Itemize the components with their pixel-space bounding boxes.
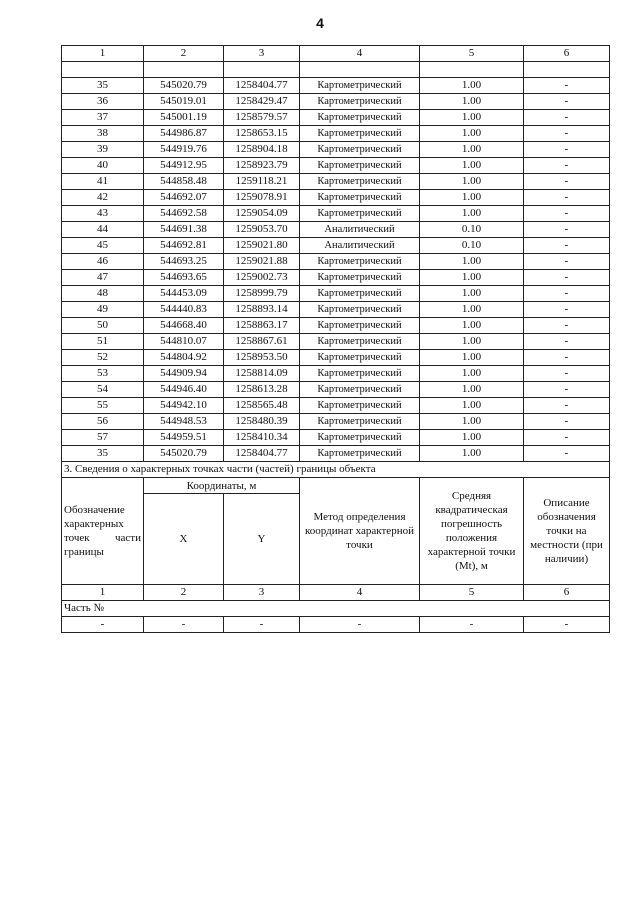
- method-cell: Картометрический: [300, 430, 420, 446]
- x-coordinate-cell: 544858.48: [144, 174, 224, 190]
- point-number-cell: 45: [62, 238, 144, 254]
- coords-header: Координаты, м: [144, 478, 300, 494]
- accuracy-cell: 1.00: [420, 398, 524, 414]
- table-row: [62, 398, 610, 414]
- s3-col-4: 4: [300, 585, 420, 601]
- method-cell: Картометрический: [300, 174, 420, 190]
- description-cell: -: [524, 318, 610, 334]
- accuracy-cell: 1.00: [420, 158, 524, 174]
- y-coordinate-cell: 1258953.50: [224, 350, 300, 366]
- empty-cell: -: [224, 617, 300, 633]
- point-number-cell: 38: [62, 126, 144, 142]
- empty-cell: -: [420, 617, 524, 633]
- x-coordinate-cell: 544919.76: [144, 142, 224, 158]
- x-coordinate-cell: 544804.92: [144, 350, 224, 366]
- method-cell: Картометрический: [300, 206, 420, 222]
- method-cell: Картометрический: [300, 286, 420, 302]
- s3-col-6: 6: [524, 585, 610, 601]
- accuracy-cell: 1.00: [420, 414, 524, 430]
- x-coordinate-cell: 544986.87: [144, 126, 224, 142]
- accuracy-header: Средняя квадратическая погрешность положения характерной точки (Мt), м: [420, 478, 524, 585]
- description-cell: -: [524, 190, 610, 206]
- s3-col-1: 1: [62, 585, 144, 601]
- accuracy-cell: 1.00: [420, 382, 524, 398]
- point-number-cell: 35: [62, 78, 144, 94]
- table-row: [62, 78, 610, 94]
- x-coordinate-cell: 544692.58: [144, 206, 224, 222]
- method-cell: Картометрический: [300, 254, 420, 270]
- accuracy-cell: 1.00: [420, 206, 524, 222]
- empty-cell: -: [62, 617, 144, 633]
- y-coordinate-cell: 1258480.39: [224, 414, 300, 430]
- description-cell: -: [524, 286, 610, 302]
- description-cell: -: [524, 222, 610, 238]
- part-label: Часть №: [62, 601, 610, 617]
- y-coordinate-cell: 1258404.77: [224, 446, 300, 462]
- point-number-cell: 42: [62, 190, 144, 206]
- method-cell: Картометрический: [300, 142, 420, 158]
- page-number: 4: [316, 15, 324, 31]
- method-cell: Картометрический: [300, 446, 420, 462]
- accuracy-cell: 1.00: [420, 110, 524, 126]
- description-cell: -: [524, 350, 610, 366]
- method-cell: Картометрический: [300, 78, 420, 94]
- header-col-6: 6: [524, 46, 610, 62]
- description-cell: -: [524, 126, 610, 142]
- accuracy-cell: 1.00: [420, 174, 524, 190]
- point-number-cell: 49: [62, 302, 144, 318]
- method-cell: Аналитический: [300, 238, 420, 254]
- point-number-cell: 37: [62, 110, 144, 126]
- method-cell: Аналитический: [300, 222, 420, 238]
- point-number-cell: 51: [62, 334, 144, 350]
- header-col-1: 1: [62, 46, 144, 62]
- table-row: [62, 302, 610, 318]
- description-cell: -: [524, 206, 610, 222]
- table-row: [62, 270, 610, 286]
- y-coordinate-cell: 1258404.77: [224, 78, 300, 94]
- description-cell: -: [524, 270, 610, 286]
- accuracy-cell: 1.00: [420, 270, 524, 286]
- method-cell: Картометрический: [300, 190, 420, 206]
- table-row: [62, 222, 610, 238]
- x-coordinate-cell: 544912.95: [144, 158, 224, 174]
- accuracy-cell: 1.00: [420, 254, 524, 270]
- section3-title: 3. Сведения о характерных точках части (частей) границы объекта: [62, 462, 610, 478]
- accuracy-cell: 0.10: [420, 238, 524, 254]
- y-coordinate-cell: 1258613.28: [224, 382, 300, 398]
- s3-col-5: 5: [420, 585, 524, 601]
- point-number-cell: 55: [62, 398, 144, 414]
- description-cell: -: [524, 110, 610, 126]
- point-number-cell: 54: [62, 382, 144, 398]
- table-row: [62, 318, 610, 334]
- description-cell: -: [524, 334, 610, 350]
- description-cell: -: [524, 94, 610, 110]
- accuracy-cell: 1.00: [420, 78, 524, 94]
- part-empty-row: [62, 617, 610, 633]
- table-row: [62, 414, 610, 430]
- accuracy-cell: 1.00: [420, 190, 524, 206]
- y-coordinate-cell: 1258893.14: [224, 302, 300, 318]
- method-cell: Картометрический: [300, 158, 420, 174]
- point-number-cell: 57: [62, 430, 144, 446]
- x-coordinate-cell: 544692.07: [144, 190, 224, 206]
- method-cell: Картометрический: [300, 126, 420, 142]
- table-row: [62, 286, 610, 302]
- method-cell: Картометрический: [300, 318, 420, 334]
- table-row: [62, 158, 610, 174]
- point-number-cell: 56: [62, 414, 144, 430]
- table-row: [62, 350, 610, 366]
- y-coordinate-cell: 1258579.57: [224, 110, 300, 126]
- accuracy-cell: 1.00: [420, 286, 524, 302]
- accuracy-cell: 1.00: [420, 334, 524, 350]
- method-cell: Картометрический: [300, 94, 420, 110]
- coordinates-table: [61, 45, 610, 633]
- point-number-cell: 48: [62, 286, 144, 302]
- x-coordinate-cell: 544942.10: [144, 398, 224, 414]
- x-coordinate-cell: 544453.09: [144, 286, 224, 302]
- accuracy-cell: 1.00: [420, 302, 524, 318]
- point-number-cell: 50: [62, 318, 144, 334]
- y-coordinate-cell: 1258814.09: [224, 366, 300, 382]
- x-coordinate-cell: 544693.65: [144, 270, 224, 286]
- y-coordinate-cell: 1259118.21: [224, 174, 300, 190]
- x-coordinate-cell: 544959.51: [144, 430, 224, 446]
- x-coordinate-cell: 544668.40: [144, 318, 224, 334]
- accuracy-cell: 1.00: [420, 142, 524, 158]
- accuracy-cell: 1.00: [420, 446, 524, 462]
- x-coordinate-cell: 544810.07: [144, 334, 224, 350]
- table-row: [62, 254, 610, 270]
- accuracy-cell: 1.00: [420, 126, 524, 142]
- y-coordinate-cell: 1258999.79: [224, 286, 300, 302]
- description-header: Описание обозначения точки на местности (при наличии): [524, 478, 610, 585]
- point-number-cell: 53: [62, 366, 144, 382]
- description-cell: -: [524, 446, 610, 462]
- y-header: Y: [224, 494, 300, 585]
- empty-cell: -: [524, 617, 610, 633]
- x-coordinate-cell: 545001.19: [144, 110, 224, 126]
- point-number-cell: 52: [62, 350, 144, 366]
- description-cell: -: [524, 302, 610, 318]
- y-coordinate-cell: 1259078.91: [224, 190, 300, 206]
- method-cell: Картометрический: [300, 110, 420, 126]
- s3-col-3: 3: [224, 585, 300, 601]
- method-cell: Картометрический: [300, 366, 420, 382]
- accuracy-cell: 1.00: [420, 366, 524, 382]
- x-coordinate-cell: 545020.79: [144, 446, 224, 462]
- table-row: [62, 334, 610, 350]
- x-coordinate-cell: 544691.38: [144, 222, 224, 238]
- point-number-cell: 44: [62, 222, 144, 238]
- accuracy-cell: 1.00: [420, 318, 524, 334]
- y-coordinate-cell: 1258429.47: [224, 94, 300, 110]
- x-coordinate-cell: 544693.25: [144, 254, 224, 270]
- x-coordinate-cell: 545019.01: [144, 94, 224, 110]
- x-header: X: [144, 494, 224, 585]
- header-col-2: 2: [144, 46, 224, 62]
- designation-header: Обозначение характерных точек части границы: [62, 478, 144, 585]
- table-row: [62, 110, 610, 126]
- point-number-cell: 40: [62, 158, 144, 174]
- accuracy-cell: 1.00: [420, 350, 524, 366]
- point-number-cell: 46: [62, 254, 144, 270]
- table-row: [62, 206, 610, 222]
- point-number-cell: 43: [62, 206, 144, 222]
- header-col-5: 5: [420, 46, 524, 62]
- description-cell: -: [524, 174, 610, 190]
- table-row: [62, 446, 610, 462]
- y-coordinate-cell: 1259002.73: [224, 270, 300, 286]
- description-cell: -: [524, 78, 610, 94]
- accuracy-cell: 1.00: [420, 94, 524, 110]
- description-cell: -: [524, 158, 610, 174]
- x-coordinate-cell: 544948.53: [144, 414, 224, 430]
- description-cell: -: [524, 414, 610, 430]
- y-coordinate-cell: 1259021.88: [224, 254, 300, 270]
- x-coordinate-cell: 544909.94: [144, 366, 224, 382]
- table-row: [62, 126, 610, 142]
- point-number-cell: 36: [62, 94, 144, 110]
- description-cell: -: [524, 382, 610, 398]
- table-row: [62, 382, 610, 398]
- y-coordinate-cell: 1258863.17: [224, 318, 300, 334]
- blank-row: [62, 62, 610, 78]
- x-coordinate-cell: 545020.79: [144, 78, 224, 94]
- y-coordinate-cell: 1259053.70: [224, 222, 300, 238]
- table-row: [62, 366, 610, 382]
- method-cell: Картометрический: [300, 350, 420, 366]
- y-coordinate-cell: 1258653.15: [224, 126, 300, 142]
- point-number-cell: 39: [62, 142, 144, 158]
- description-cell: -: [524, 398, 610, 414]
- y-coordinate-cell: 1258410.34: [224, 430, 300, 446]
- accuracy-cell: 1.00: [420, 430, 524, 446]
- point-number-cell: 35: [62, 446, 144, 462]
- section3-title-row: [62, 462, 610, 478]
- part-row: [62, 601, 610, 617]
- empty-cell: -: [300, 617, 420, 633]
- header-number-row: [62, 46, 610, 62]
- x-coordinate-cell: 544692.81: [144, 238, 224, 254]
- description-cell: -: [524, 366, 610, 382]
- method-cell: Картометрический: [300, 302, 420, 318]
- description-cell: -: [524, 238, 610, 254]
- y-coordinate-cell: 1258923.79: [224, 158, 300, 174]
- section3-number-row: [62, 585, 610, 601]
- description-cell: -: [524, 142, 610, 158]
- y-coordinate-cell: 1259021.80: [224, 238, 300, 254]
- x-coordinate-cell: 544946.40: [144, 382, 224, 398]
- x-coordinate-cell: 544440.83: [144, 302, 224, 318]
- accuracy-cell: 0.10: [420, 222, 524, 238]
- method-cell: Картометрический: [300, 398, 420, 414]
- table-row: [62, 430, 610, 446]
- point-number-cell: 41: [62, 174, 144, 190]
- table-row: [62, 238, 610, 254]
- header-col-4: 4: [300, 46, 420, 62]
- y-coordinate-cell: 1258867.61: [224, 334, 300, 350]
- method-cell: Картометрический: [300, 382, 420, 398]
- table-row: [62, 94, 610, 110]
- method-cell: Картометрический: [300, 414, 420, 430]
- method-cell: Картометрический: [300, 270, 420, 286]
- description-cell: -: [524, 430, 610, 446]
- description-cell: -: [524, 254, 610, 270]
- y-coordinate-cell: 1259054.09: [224, 206, 300, 222]
- method-cell: Картометрический: [300, 334, 420, 350]
- y-coordinate-cell: 1258565.48: [224, 398, 300, 414]
- section3-header-row: [62, 478, 610, 494]
- point-number-cell: 47: [62, 270, 144, 286]
- table-row: [62, 174, 610, 190]
- header-col-3: 3: [224, 46, 300, 62]
- y-coordinate-cell: 1258904.18: [224, 142, 300, 158]
- table-row: [62, 190, 610, 206]
- empty-cell: -: [144, 617, 224, 633]
- table-row: [62, 142, 610, 158]
- s3-col-2: 2: [144, 585, 224, 601]
- method-header: Метод определения координат характерной точки: [300, 478, 420, 585]
